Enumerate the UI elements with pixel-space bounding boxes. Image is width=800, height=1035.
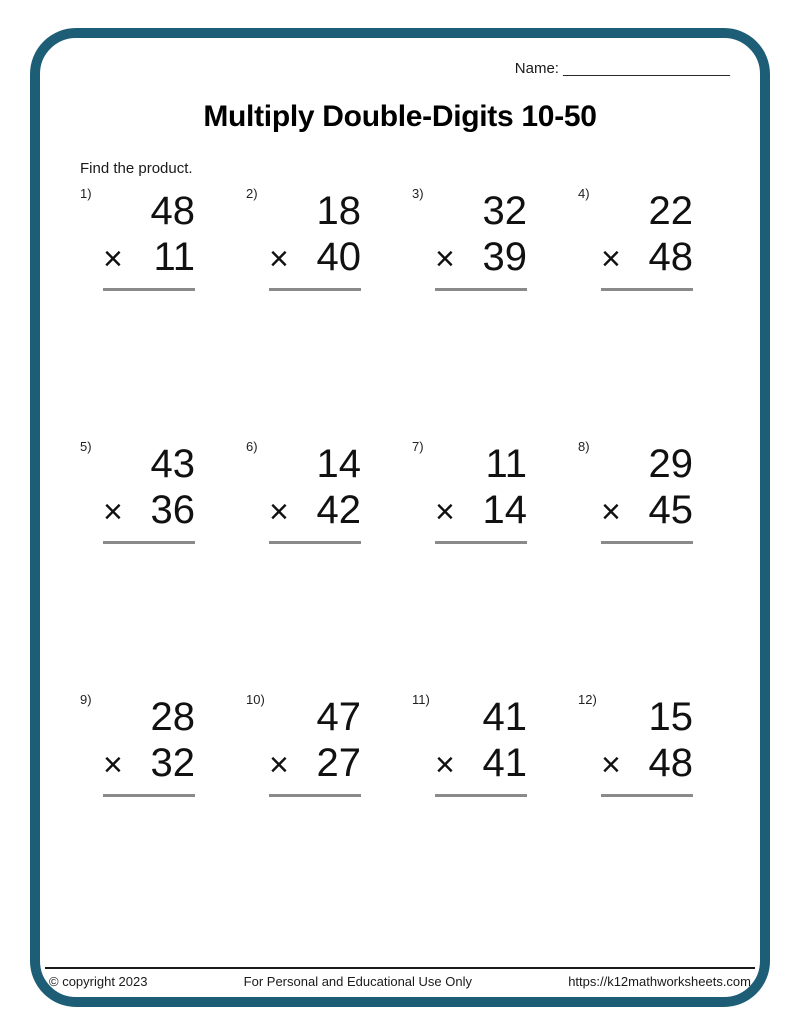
problem-number: 7) [412, 439, 424, 454]
problem-number: 10) [246, 692, 265, 707]
answer-line [269, 794, 361, 797]
problem-body [269, 188, 361, 291]
multiplicand: 29 [648, 442, 693, 486]
multiply-icon: × [269, 493, 289, 531]
problem-body [601, 188, 693, 291]
worksheet-frame [30, 28, 770, 1007]
multiplicand: 15 [648, 695, 693, 739]
problem-number: 2) [246, 186, 258, 201]
problem-body [269, 441, 361, 544]
multiply-icon: × [103, 493, 123, 531]
problem-number: 4) [578, 186, 590, 201]
answer-line [601, 288, 693, 291]
multiplier: 36 [150, 488, 195, 532]
multiply-icon: × [601, 493, 621, 531]
problem-number: 6) [246, 439, 258, 454]
multiply-icon: × [103, 240, 123, 278]
name-blank-line: ____________________ [563, 60, 730, 77]
multiplier: 32 [150, 741, 195, 785]
multiplicand: 48 [150, 189, 195, 233]
problem-cell-12 [578, 692, 744, 945]
page-title: Multiply Double-Digits 10-50 [203, 100, 597, 133]
multiplier: 45 [648, 488, 693, 532]
multiplier: 27 [316, 741, 361, 785]
footer-copyright: © copyright 2023 [49, 974, 148, 989]
problem-cell-10 [246, 692, 412, 945]
multiply-icon: × [601, 746, 621, 784]
problem-cell-4 [578, 186, 744, 439]
instruction-text: Find the product. [80, 160, 193, 177]
answer-line [435, 288, 527, 291]
footer-usage-note: For Personal and Educational Use Only [243, 974, 473, 989]
multiply-icon: × [601, 240, 621, 278]
answer-line [435, 794, 527, 797]
multiplier: 41 [482, 741, 527, 785]
multiplier: 48 [648, 235, 693, 279]
multiply-icon: × [435, 746, 455, 784]
multiplicand: 11 [485, 442, 527, 486]
multiplier: 11 [153, 235, 195, 279]
multiply-icon: × [435, 493, 455, 531]
footer [45, 967, 755, 989]
problem-cell-7 [412, 439, 578, 692]
problem-number: 9) [80, 692, 92, 707]
problem-number: 3) [412, 186, 424, 201]
problem-body [435, 694, 527, 797]
multiplicand: 14 [316, 442, 361, 486]
multiplicand: 43 [150, 442, 195, 486]
name-row [515, 60, 730, 77]
multiplicand: 47 [316, 695, 361, 739]
answer-line [103, 288, 195, 291]
problem-body [601, 694, 693, 797]
multiply-icon: × [269, 240, 289, 278]
answer-line [601, 541, 693, 544]
multiplicand: 32 [482, 189, 527, 233]
problem-number: 12) [578, 692, 597, 707]
problem-cell-1 [80, 186, 246, 439]
problem-cell-9 [80, 692, 246, 945]
problem-number: 11) [412, 692, 430, 707]
multiplicand: 41 [482, 695, 527, 739]
problem-number: 1) [80, 186, 92, 201]
problem-number: 5) [80, 439, 92, 454]
problem-body [103, 694, 195, 797]
answer-line [435, 541, 527, 544]
multiplicand: 28 [150, 695, 195, 739]
multiplier: 42 [316, 488, 361, 532]
multiplicand: 22 [648, 189, 693, 233]
problem-body [435, 441, 527, 544]
problem-body [103, 188, 195, 291]
problem-cell-6 [246, 439, 412, 692]
name-label: Name: [514, 60, 559, 77]
problem-cell-5 [80, 439, 246, 692]
multiplier: 40 [316, 235, 361, 279]
problem-body [269, 694, 361, 797]
multiplier: 48 [648, 741, 693, 785]
problem-body [601, 441, 693, 544]
problems-grid [80, 186, 744, 945]
problem-number: 8) [578, 439, 590, 454]
multiply-icon: × [435, 240, 455, 278]
multiply-icon: × [103, 746, 123, 784]
problem-body [435, 188, 527, 291]
multiply-icon: × [269, 746, 289, 784]
answer-line [601, 794, 693, 797]
multiplicand: 18 [316, 189, 361, 233]
problem-cell-8 [578, 439, 744, 692]
footer-url: https://k12mathworksheets.com [568, 974, 751, 989]
multiplier: 39 [482, 235, 527, 279]
problem-cell-2 [246, 186, 412, 439]
problem-cell-3 [412, 186, 578, 439]
problem-cell-11 [412, 692, 578, 945]
answer-line [269, 541, 361, 544]
answer-line [269, 288, 361, 291]
problem-body [103, 441, 195, 544]
answer-line [103, 794, 195, 797]
multiplier: 14 [482, 488, 527, 532]
answer-line [103, 541, 195, 544]
